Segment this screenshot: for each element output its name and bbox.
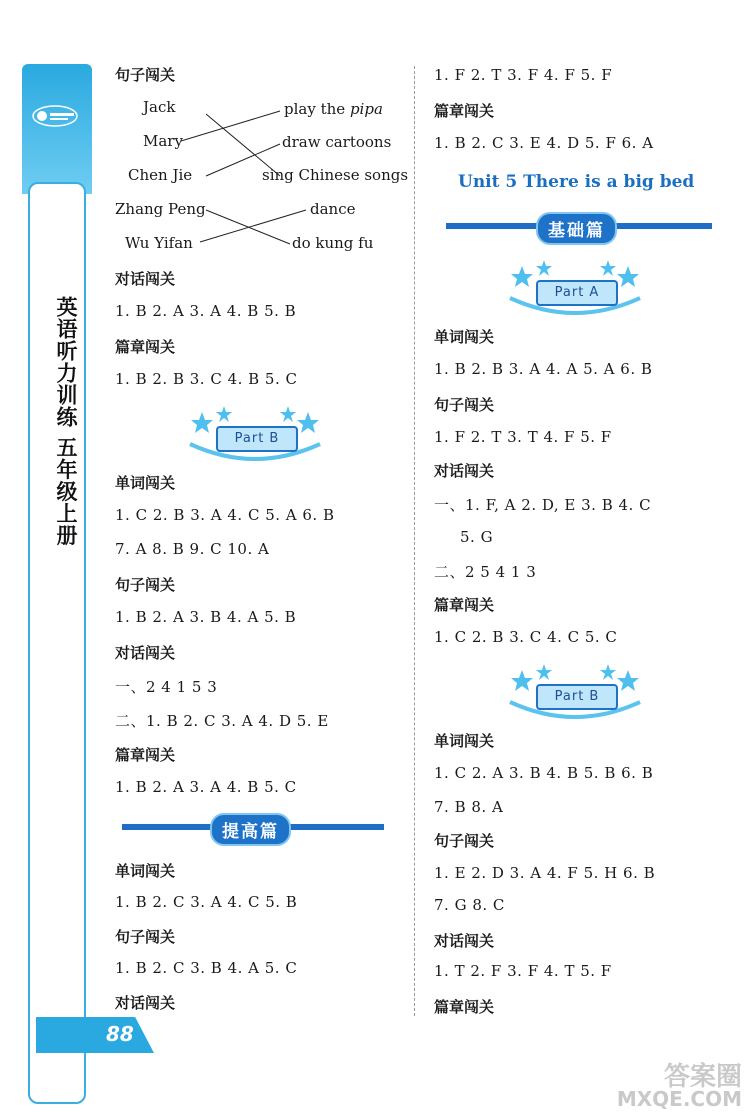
right-a-passage-answers: 1. C 2. B 3. C 4. C 5. C [434, 628, 618, 646]
match-right-1-italic: pipa [349, 100, 383, 118]
left-t-word-answers: 1. B 2. C 3. A 4. C 5. B [115, 893, 298, 911]
match-left-5: Wu Yifan [125, 234, 193, 252]
left-b-dialogue-heading: 对话闯关 [115, 644, 176, 662]
right-a-dialogue-answers-3: 二、2 5 4 1 3 [434, 563, 537, 581]
left-sentence-heading: 句子闯关 [115, 66, 176, 84]
part-a-badge [500, 258, 650, 318]
jichu-badge: 基础篇 [536, 212, 617, 245]
unit-title: Unit 5 There is a big bed [458, 172, 695, 192]
left-b-word-heading: 单词闯关 [115, 474, 176, 492]
right-a-word-answers: 1. B 2. B 3. A 4. A 5. A 6. B [434, 360, 653, 378]
left-b-word-answers-2: 7. A 8. B 9. C 10. A [115, 540, 270, 558]
left-b-sentence-answers: 1. B 2. A 3. B 4. A 5. B [115, 608, 297, 626]
page-number-tab [36, 1017, 154, 1053]
left-b-passage-answers: 1. B 2. A 3. A 4. B 5. C [115, 778, 297, 796]
right-b-sentence-heading: 句子闯关 [434, 832, 495, 850]
right-b-sentence-answers-1: 1. E 2. D 3. A 4. F 5. H 6. B [434, 864, 656, 882]
match-right-2: draw cartoons [282, 133, 392, 151]
match-left-3: Chen Jie [128, 166, 193, 184]
match-right-4: dance [310, 200, 356, 218]
right-a-dialogue-answers-2: 5. G [460, 528, 494, 546]
right-b-word-answers-1: 1. C 2. A 3. B 4. B 5. B 6. B [434, 764, 654, 782]
watermark-line-1: 答案圈 [663, 1062, 742, 1092]
right-a-passage-heading: 篇章闯关 [434, 596, 495, 614]
right-a-dialogue-heading: 对话闯关 [434, 462, 495, 480]
right-b-sentence-answers-2: 7. G 8. C [434, 896, 505, 914]
right-b-dialogue-answers: 1. T 2. F 3. F 4. T 5. F [434, 962, 612, 980]
match-right-1: play the pipa [284, 100, 383, 118]
right-b-word-heading: 单词闯关 [434, 732, 495, 750]
left-b-word-answers-1: 1. C 2. B 3. A 4. C 5. A 6. B [115, 506, 335, 524]
right-a-sentence-heading: 句子闯关 [434, 396, 495, 414]
part-b-badge-right [500, 662, 650, 722]
tigao-badge: 提高篇 [210, 813, 291, 846]
left-passage-heading: 篇章闯关 [115, 338, 176, 356]
right-b-word-answers-2: 7. B 8. A [434, 798, 504, 816]
part-b-label-right: Part B [536, 684, 618, 710]
left-b-passage-heading: 篇章闯关 [115, 746, 176, 764]
left-b-sentence-heading: 句子闯关 [115, 576, 176, 594]
right-passage-answers: 1. B 2. C 3. E 4. D 5. F 6. A [434, 134, 654, 152]
right-a-sentence-answers: 1. F 2. T 3. T 4. F 5. F [434, 428, 612, 446]
left-t-dialogue-heading: 对话闯关 [115, 994, 176, 1012]
left-dialogue-heading: 对话闯关 [115, 270, 176, 288]
left-passage-answers: 1. B 2. B 3. C 4. B 5. C [115, 370, 298, 388]
left-dialogue-answers: 1. B 2. A 3. A 4. B 5. B [115, 302, 297, 320]
part-b-label-left: Part B [216, 426, 298, 452]
right-top-answers: 1. F 2. T 3. F 4. F 5. F [434, 66, 613, 84]
part-a-label: Part A [536, 280, 618, 306]
right-b-dialogue-heading: 对话闯关 [434, 932, 495, 950]
match-left-1: Jack [143, 98, 176, 116]
left-t-sentence-heading: 句子闯关 [115, 928, 176, 946]
watermark [616, 1062, 742, 1111]
right-b-passage-heading: 篇章闯关 [434, 998, 495, 1016]
match-left-2: Mary [143, 132, 183, 150]
match-right-3: sing Chinese songs [262, 166, 409, 184]
right-a-word-heading: 单词闯关 [434, 328, 495, 346]
part-b-badge-left [180, 404, 330, 464]
page-number: 88 [106, 1022, 134, 1046]
left-b-dialogue-answers-1: 一、2 4 1 5 3 [115, 678, 218, 696]
match-right-5: do kung fu [292, 234, 374, 252]
left-t-word-heading: 单词闯关 [115, 862, 176, 880]
left-b-dialogue-answers-2: 二、1. B 2. C 3. A 4. D 5. E [115, 712, 329, 730]
watermark-line-2: MXQE.COM [616, 1087, 742, 1111]
right-a-dialogue-answers-1: 一、1. F, A 2. D, E 3. B 4. C [434, 496, 652, 514]
match-left-4: Zhang Peng [115, 200, 206, 218]
book-title: 英语听力训练 五年级上册 [54, 296, 78, 547]
right-passage-heading: 篇章闯关 [434, 102, 495, 120]
left-t-sentence-answers: 1. B 2. C 3. B 4. A 5. C [115, 959, 298, 977]
